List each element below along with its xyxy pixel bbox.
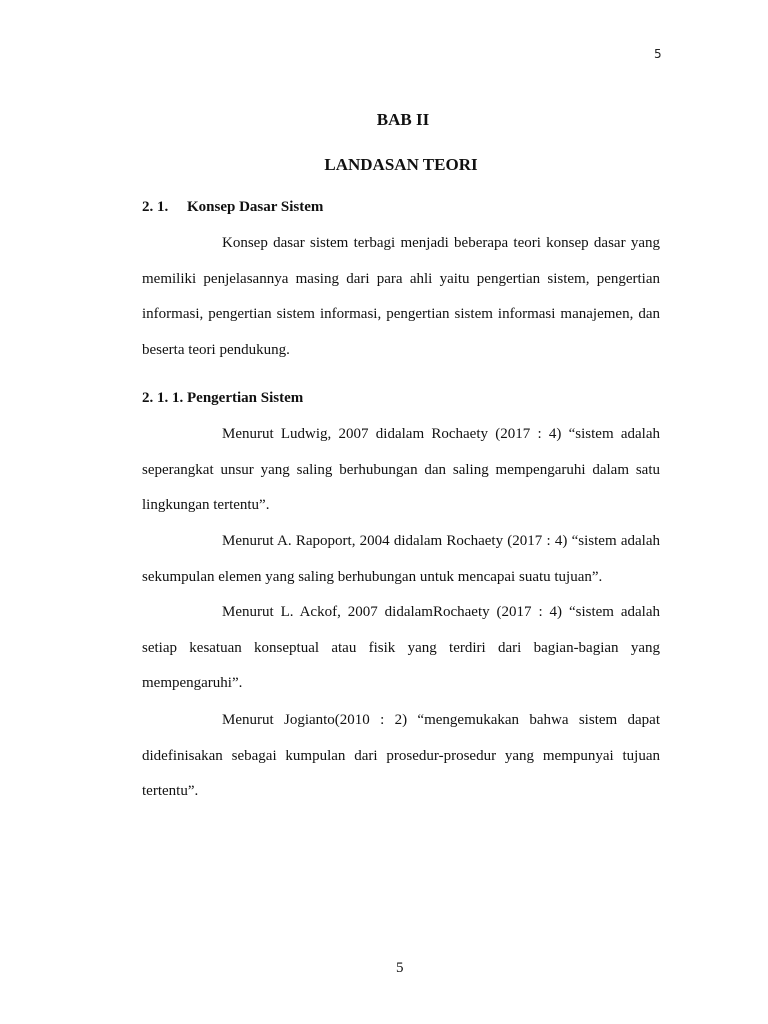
paragraph-jogianto: Menurut Jogianto(2010 : 2) “mengemukakan bahwa sistem dapat didefinisakan sebagai kumpulan dari prosedur-prosedur yang mempunyai tujuan tertentu”.	[142, 712, 660, 800]
section-number: 2. 1.	[142, 199, 169, 215]
paragraph-rapoport: Menurut A. Rapoport, 2004 didalam Rochaety (2017 : 4) “sistem adalah sekumpulan elemen yang saling berhubungan untuk mencapai suatu tujuan”.	[142, 533, 660, 585]
section-heading-2-1-1: 2. 1. 1. Pengertian Sistem	[142, 390, 304, 406]
chapter-subtitle: LANDASAN TEORI	[324, 155, 478, 174]
page-number-top: 5	[654, 47, 662, 61]
paragraph-ludwig: Menurut Ludwig, 2007 didalam Rochaety (2017 : 4) “sistem adalah seperangkat unsur yang saling berhubungan dan saling mempengaruhi dalam satu lingkungan tertentu”.	[142, 426, 660, 514]
paragraph-konsep-dasar: Konsep dasar sistem terbagi menjadi beberapa teori konsep dasar yang memiliki penjelasannya masing dari para ahli yaitu pengertian sistem, pengertian informasi, pengertian sistem informasi, pengertian sistem informasi manajemen, dan beserta teori pendukung.	[142, 235, 660, 359]
paragraph-ackof: Menurut L. Ackof, 2007 didalamRochaety (2017 : 4) “sistem adalah setiap kesatuan konseptual atau fisik yang terdiri dari bagian-bagian yang mempengaruhi”.	[142, 604, 660, 692]
chapter-title: BAB II	[376, 110, 430, 129]
page-number-bottom: 5	[396, 960, 404, 976]
section-heading-2-1	[142, 199, 323, 216]
section-title: Konsep Dasar Sistem	[187, 199, 324, 215]
